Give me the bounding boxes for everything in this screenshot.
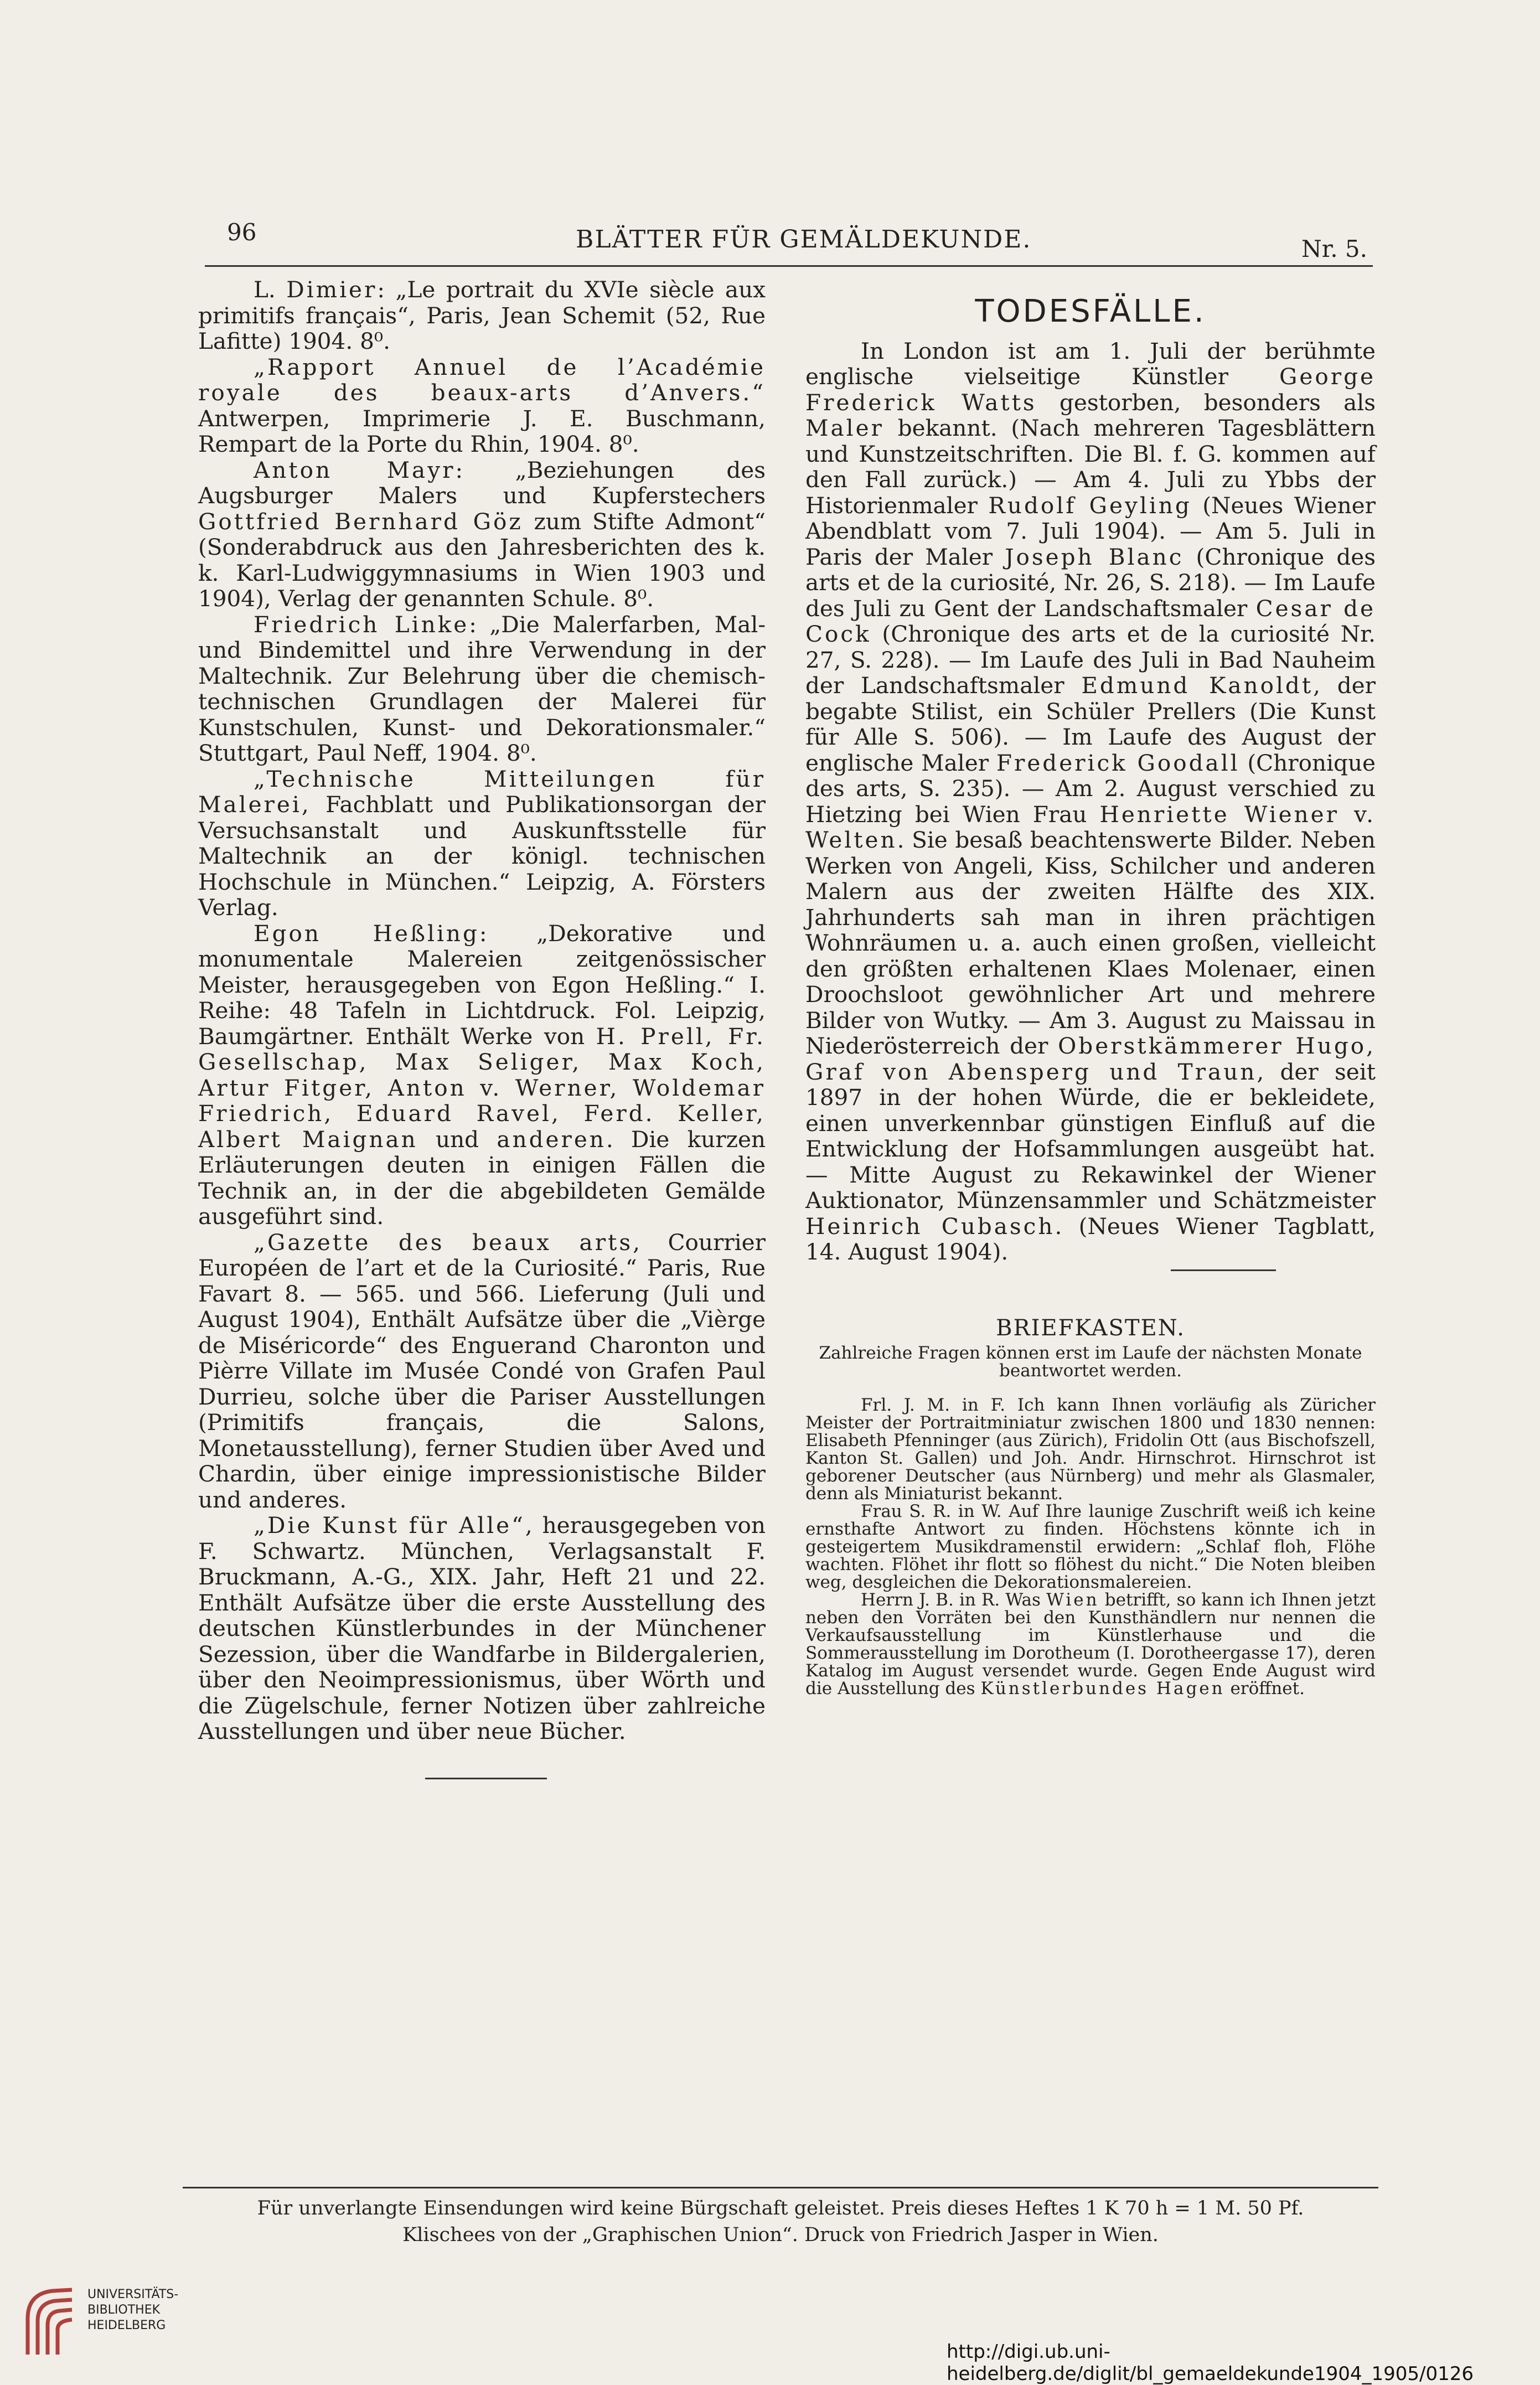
reply-2: Frau S. R. in W. Auf Ihre launige Zuschrift weiß ich keine ernsthafte Antwort zu finden. Höchstens könnte ich in gesteigertem Musikdramenstil erwidern: „Schlaf floh, Flöhe wachten. Flöhet ihr flott so flöhest du nicht.“ Die Noten bleiben weg, desgleichen die Dekorationsmalereien.: [805, 1501, 1376, 1592]
page-number: 96: [227, 219, 257, 246]
library-emblem-icon: [22, 2285, 77, 2357]
entry-rapport-annuel: „Rapport Annuel de l’Académie royale des beaux-arts d’Anvers.“ Antwerpen, Imprimerie J. E. Buschmann, Rempart de la Porte du Rhin, 1904. 8⁰.: [198, 353, 766, 457]
reply-3: Herrn J. B. in R. Was Wien betrifft, so kann ich Ihnen jetzt neben den Vorräten bei den Kunsthändlern nur nennen die Verkaufsausstellung im Künstlerhause und die Sommerausstellung im Dorotheum (I. Dorotheergasse 17), deren Katalog im August versendet wurde. Gegen Ende August wird die Ausstellung des Künstlerbundes Hagen eröffnet.: [805, 1590, 1376, 1699]
obituaries-text: In London ist am 1. Juli der berühmte englische vielseitige Künstler George Frederick Watts gestorben, besonders als Maler bekannt. (Nach mehreren Tagesblättern und Kunstzeitschriften. Die Bl. f. G. kommen auf den Fall zurück.) — Am 4. Juli zu Ybbs der Historienmaler Rudolf Geyling (Neues Wiener Abendblatt vom 7. Juli 1904). — Am 5. Juli in Paris der Maler Joseph Blanc (Chronique des arts et de la curiosité, Nr. 26, S. 218). — Im Laufe des Juli zu Gent der Landschaftsmaler Cesar de Cock (Chronique des arts et de la curiosité Nr. 27, S. 228). — Im Laufe des Juli in Bad Nauheim der Landschaftsmaler Edmund Kanoldt, der begabte Stilist, ein Schüler Prellers (Die Kunst für Alle S. 506). — Im Laufe des August der englische Maler Frederick Goodall (Chronique des arts, S. 235). — Am 2. August verschied zu Hietzing bei Wien Frau Henriette Wiener v. Welten. Sie besaß beachtenswerte Bilder. Neben Werken von Angeli, Kiss, Schilcher und anderen Malern aus der zweiten Hälfte des XIX. Jahrhunderts sah man in ihren prächtigen Wohnräumen u. a. auch einen großen, vielleicht den größten erhaltenen Klaes Molenaer, einen Droochsloot gewöhnlicher Art und mehrere Bilder von Wutky. — Am 3. August zu Maissau in Niederösterreich der Oberstkämmerer Hugo, Graf von Abensperg und Traun, der seit 1897 in der hohen Würde, die er bekleidete, einen unverkennbar günstigen Einfluß auf die Entwicklung der Hofsammlungen ausgeübt hat. — Mitte August zu Rekawinkel der Wiener Auktionator, Münzensammler und Schätzmeister Heinrich Cubasch. (Neues Wiener Tagblatt, 14. August 1904).: [805, 337, 1376, 1265]
entry-hessling: Egon Heßling: „Dekorative und monumentale Malereien zeitgenössischer Meister, herausgegeben von Egon Heßling.“ I. Reihe: 48 Tafeln in Lichtdruck. Fol. Leipzig, Baumgärtner. Enthält Werke von H. Prell, Fr. Gesellschap, Max Seliger, Max Koch, Artur Fitger, Anton v. Werner, Woldemar Friedrich, Eduard Ravel, Ferd. Keller, Albert Maignan und anderen. Die kurzen Erläuterungen deuten in einigen Fällen die Technik an, in der die abgebildeten Gemälde ausgeführt sind.: [198, 920, 766, 1230]
page-header: [205, 219, 1373, 263]
entry-mayr: Anton Mayr: „Beziehungen des Augsburger Malers und Kupferstechers Gottfried Bernhard Göz zum Stifte Admont“ (Sonderabdruck aus den Jahresberichten des k. k. Karl-Ludwiggymnasiums in Wien 1903 und 1904), Verlag der genannten Schule. 8⁰.: [198, 456, 766, 612]
briefkasten-intro: Zahlreiche Fragen können erst im Laufe der nächsten Monate beantwortet werden.: [819, 1343, 1362, 1381]
issue-number: Nr. 5.: [1301, 235, 1367, 262]
library-logo: [22, 2285, 244, 2363]
briefkasten-section: [805, 1344, 1376, 1697]
footer-line-2: Klischees von der „Graphischen Union“. Druck von Friedrich Jasper in Wien.: [402, 2224, 1159, 2246]
column-end-rule: [425, 1778, 547, 1779]
library-name-line-2: BIBLIOTHEK: [87, 2303, 161, 2317]
section-heading-todesfaelle: TODESFÄLLE.: [975, 293, 1206, 329]
footer-line-1: Für unverlangte Einsendungen wird keine Bürgschaft geleistet. Preis dieses Heftes 1 K 70 h = 1 M. 50 Pf.: [257, 2197, 1304, 2219]
header-rule: [205, 265, 1373, 267]
entry-linke: Friedrich Linke: „Die Malerfarben, Mal- und Bindemittel und ihre Verwendung in der Maltechnik. Zur Belehrung über die chemisch-technischen Grundlagen der Malerei für Kunstschulen, Kunst- und Dekorationsmaler.“ Stuttgart, Paul Neff, 1904. 8⁰.: [198, 611, 766, 766]
journal-title: BLÄTTER FÜR GEMÄLDEKUNDE.: [576, 225, 1032, 254]
section-heading-briefkasten: BRIEFKASTEN.: [996, 1315, 1185, 1341]
source-url[interactable]: http://digi.ub.uni-heidelberg.de/diglit/bl_gemaeldekunde1904_1905/0126: [947, 2341, 1474, 2385]
library-name-line-3: HEIDELBERG: [87, 2319, 166, 2332]
right-column: [805, 277, 1376, 1697]
page-footer: [183, 2187, 1378, 2248]
entry-dimier: L. Dimier: „Le portrait du XVIe siècle aux primitifs français“, Paris, Jean Schemit (52, Rue Lafitte) 1904. 8⁰.: [198, 276, 766, 354]
left-column: [198, 277, 766, 1779]
entry-kunst-fuer-alle: „Die Kunst für Alle“, herausgegeben von F. Schwartz. München, Verlagsanstalt F. Bruckmann, A.-G., XIX. Jahr, Heft 21 und 22. Enthält Aufsätze über die erste Ausstellung des deutschen Künstlerbundes in der Münchener Sezession, über die Wandfarbe in Bildergalerien, über den Neoimpressionismus, über Wörth und die Zügelschule, ferner Notizen über zahlreiche Ausstellungen und über neue Bücher.: [198, 1512, 766, 1744]
entry-technische-mitteilungen: „Technische Mitteilungen für Malerei, Fachblatt und Publikationsorgan der Versuchsanstalt und Auskunftsstelle für Maltechnik an der königl. technischen Hochschule in München.“ Leipzig, A. Försters Verlag.: [198, 765, 766, 921]
obituaries-end-rule: [1171, 1269, 1276, 1271]
reply-1: Frl. J. M. in F. Ich kann Ihnen vorläufig als Züricher Meister der Portraitminiatur zwischen 1800 und 1830 nennen: Elisabeth Pfenninger (aus Zürich), Fridolin Ott (aus Bischofszell, Kanton St. Gallen) und Joh. Andr. Hirnschrot. Hirnschrot ist geborener Deutscher (aus Nürnberg) und mehr als Glasmaler, denn als Miniaturist bekannt.: [805, 1395, 1376, 1504]
entry-gazette: „Gazette des beaux arts, Courrier Européen de l’art et de la Curiosité.“ Paris, Rue Favart 8. — 565. und 566. Lieferung (Juli und August 1904), Enthält Aufsätze über die „Vièrge de Miséricorde“ des Enguerand Charonton und Pièrre Villate im Musée Condé von Grafen Paul Durrieu, solche über die Pariser Ausstellungen (Primitifs français, die Salons, Monetausstellung), ferner Studien über Aved und Chardin, über einige impressionistische Bilder und anderes.: [198, 1228, 766, 1513]
library-name-line-1: UNIVERSITÄTS-: [87, 2288, 179, 2301]
